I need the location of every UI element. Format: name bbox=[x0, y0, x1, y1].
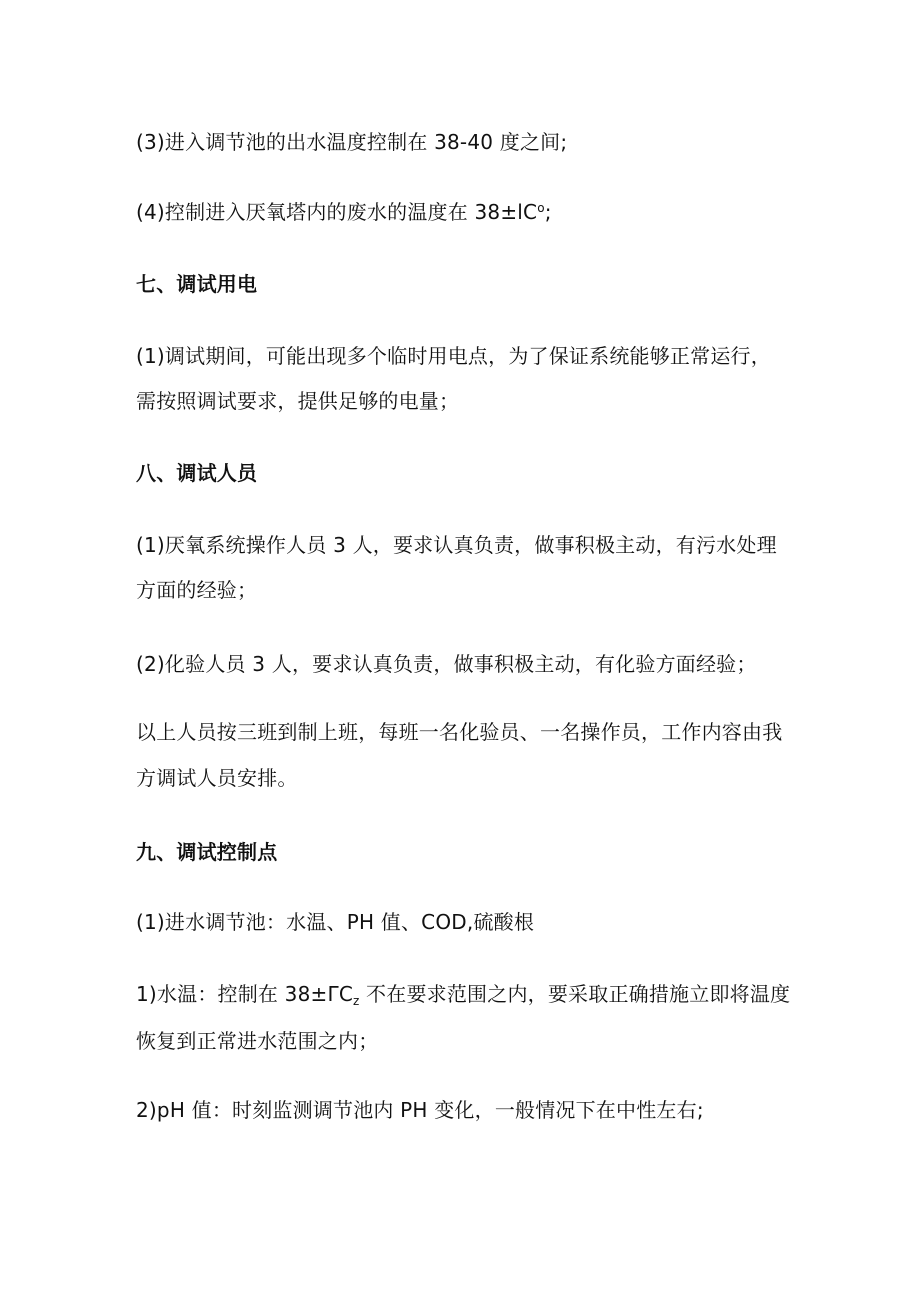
paragraph-power-2 bbox=[136, 387, 459, 415]
paragraph-text: (4)控制进入厌氧塔内的废水的温度在 38±lC bbox=[136, 200, 538, 224]
paragraph-text: (3)进入调节池的出水温度控制在 38-40 度之间; bbox=[136, 130, 568, 154]
paragraph-lab-staff bbox=[136, 650, 757, 678]
paragraph-water-temperature-1 bbox=[136, 980, 790, 1011]
paragraph-inlet-tank bbox=[136, 908, 534, 936]
paragraph-text: 1)水温：控制在 38±ΓC bbox=[136, 982, 353, 1006]
section-heading-power bbox=[136, 270, 257, 298]
paragraph-outlet-temperature bbox=[136, 128, 567, 156]
paragraph-shifts-2 bbox=[136, 764, 298, 792]
paragraph-text: 方调试人员安排。 bbox=[136, 766, 298, 790]
superscript-degree: o bbox=[537, 201, 545, 215]
section-heading-control-points bbox=[136, 838, 277, 866]
heading-text: 七、调试用电 bbox=[136, 272, 258, 296]
paragraph-operators-1 bbox=[136, 531, 777, 559]
paragraph-text: 以上人员按三班到制上班，每班一名化验员、一名操作员，工作内容由我 bbox=[136, 720, 783, 744]
paragraph-power-1 bbox=[136, 342, 771, 370]
paragraph-tail: ; bbox=[544, 200, 552, 224]
paragraph-text: 2)pH 值：时刻监测调节池内 PH 变化，一般情况下在中性左右; bbox=[136, 1098, 704, 1122]
heading-text: 九、调试控制点 bbox=[136, 840, 278, 864]
paragraph-text: 需按照调试要求，提供足够的电量； bbox=[136, 389, 460, 413]
heading-text: 八、调试人员 bbox=[136, 461, 258, 485]
paragraph-text: (1)调试期间，可能出现多个临时用电点，为了保证系统能够正常运行， bbox=[136, 344, 771, 368]
paragraph-water-temperature-2 bbox=[136, 1027, 378, 1055]
paragraph-text: (1)厌氧系统操作人员 3 人，要求认真负责，做事积极主动，有污水处理 bbox=[136, 533, 777, 557]
subscript-z: z bbox=[353, 994, 360, 1008]
paragraph-operators-2 bbox=[136, 576, 257, 604]
paragraph-text: 方面的经验； bbox=[136, 578, 258, 602]
paragraph-text: (2)化验人员 3 人，要求认真负责，做事积极主动，有化验方面经验； bbox=[136, 652, 757, 676]
paragraph-text: 恢复到正常进水范围之内； bbox=[136, 1029, 379, 1053]
paragraph-shifts-1 bbox=[136, 718, 782, 746]
paragraph-anaerobic-tower-temperature bbox=[136, 198, 552, 229]
paragraph-tail: 不在要求范围之内，要采取正确措施立即将温度 bbox=[359, 982, 791, 1006]
section-heading-personnel bbox=[136, 459, 257, 487]
paragraph-text: (1)进水调节池：水温、PH 值、COD,硫酸根 bbox=[136, 910, 535, 934]
paragraph-ph-value bbox=[136, 1096, 704, 1124]
